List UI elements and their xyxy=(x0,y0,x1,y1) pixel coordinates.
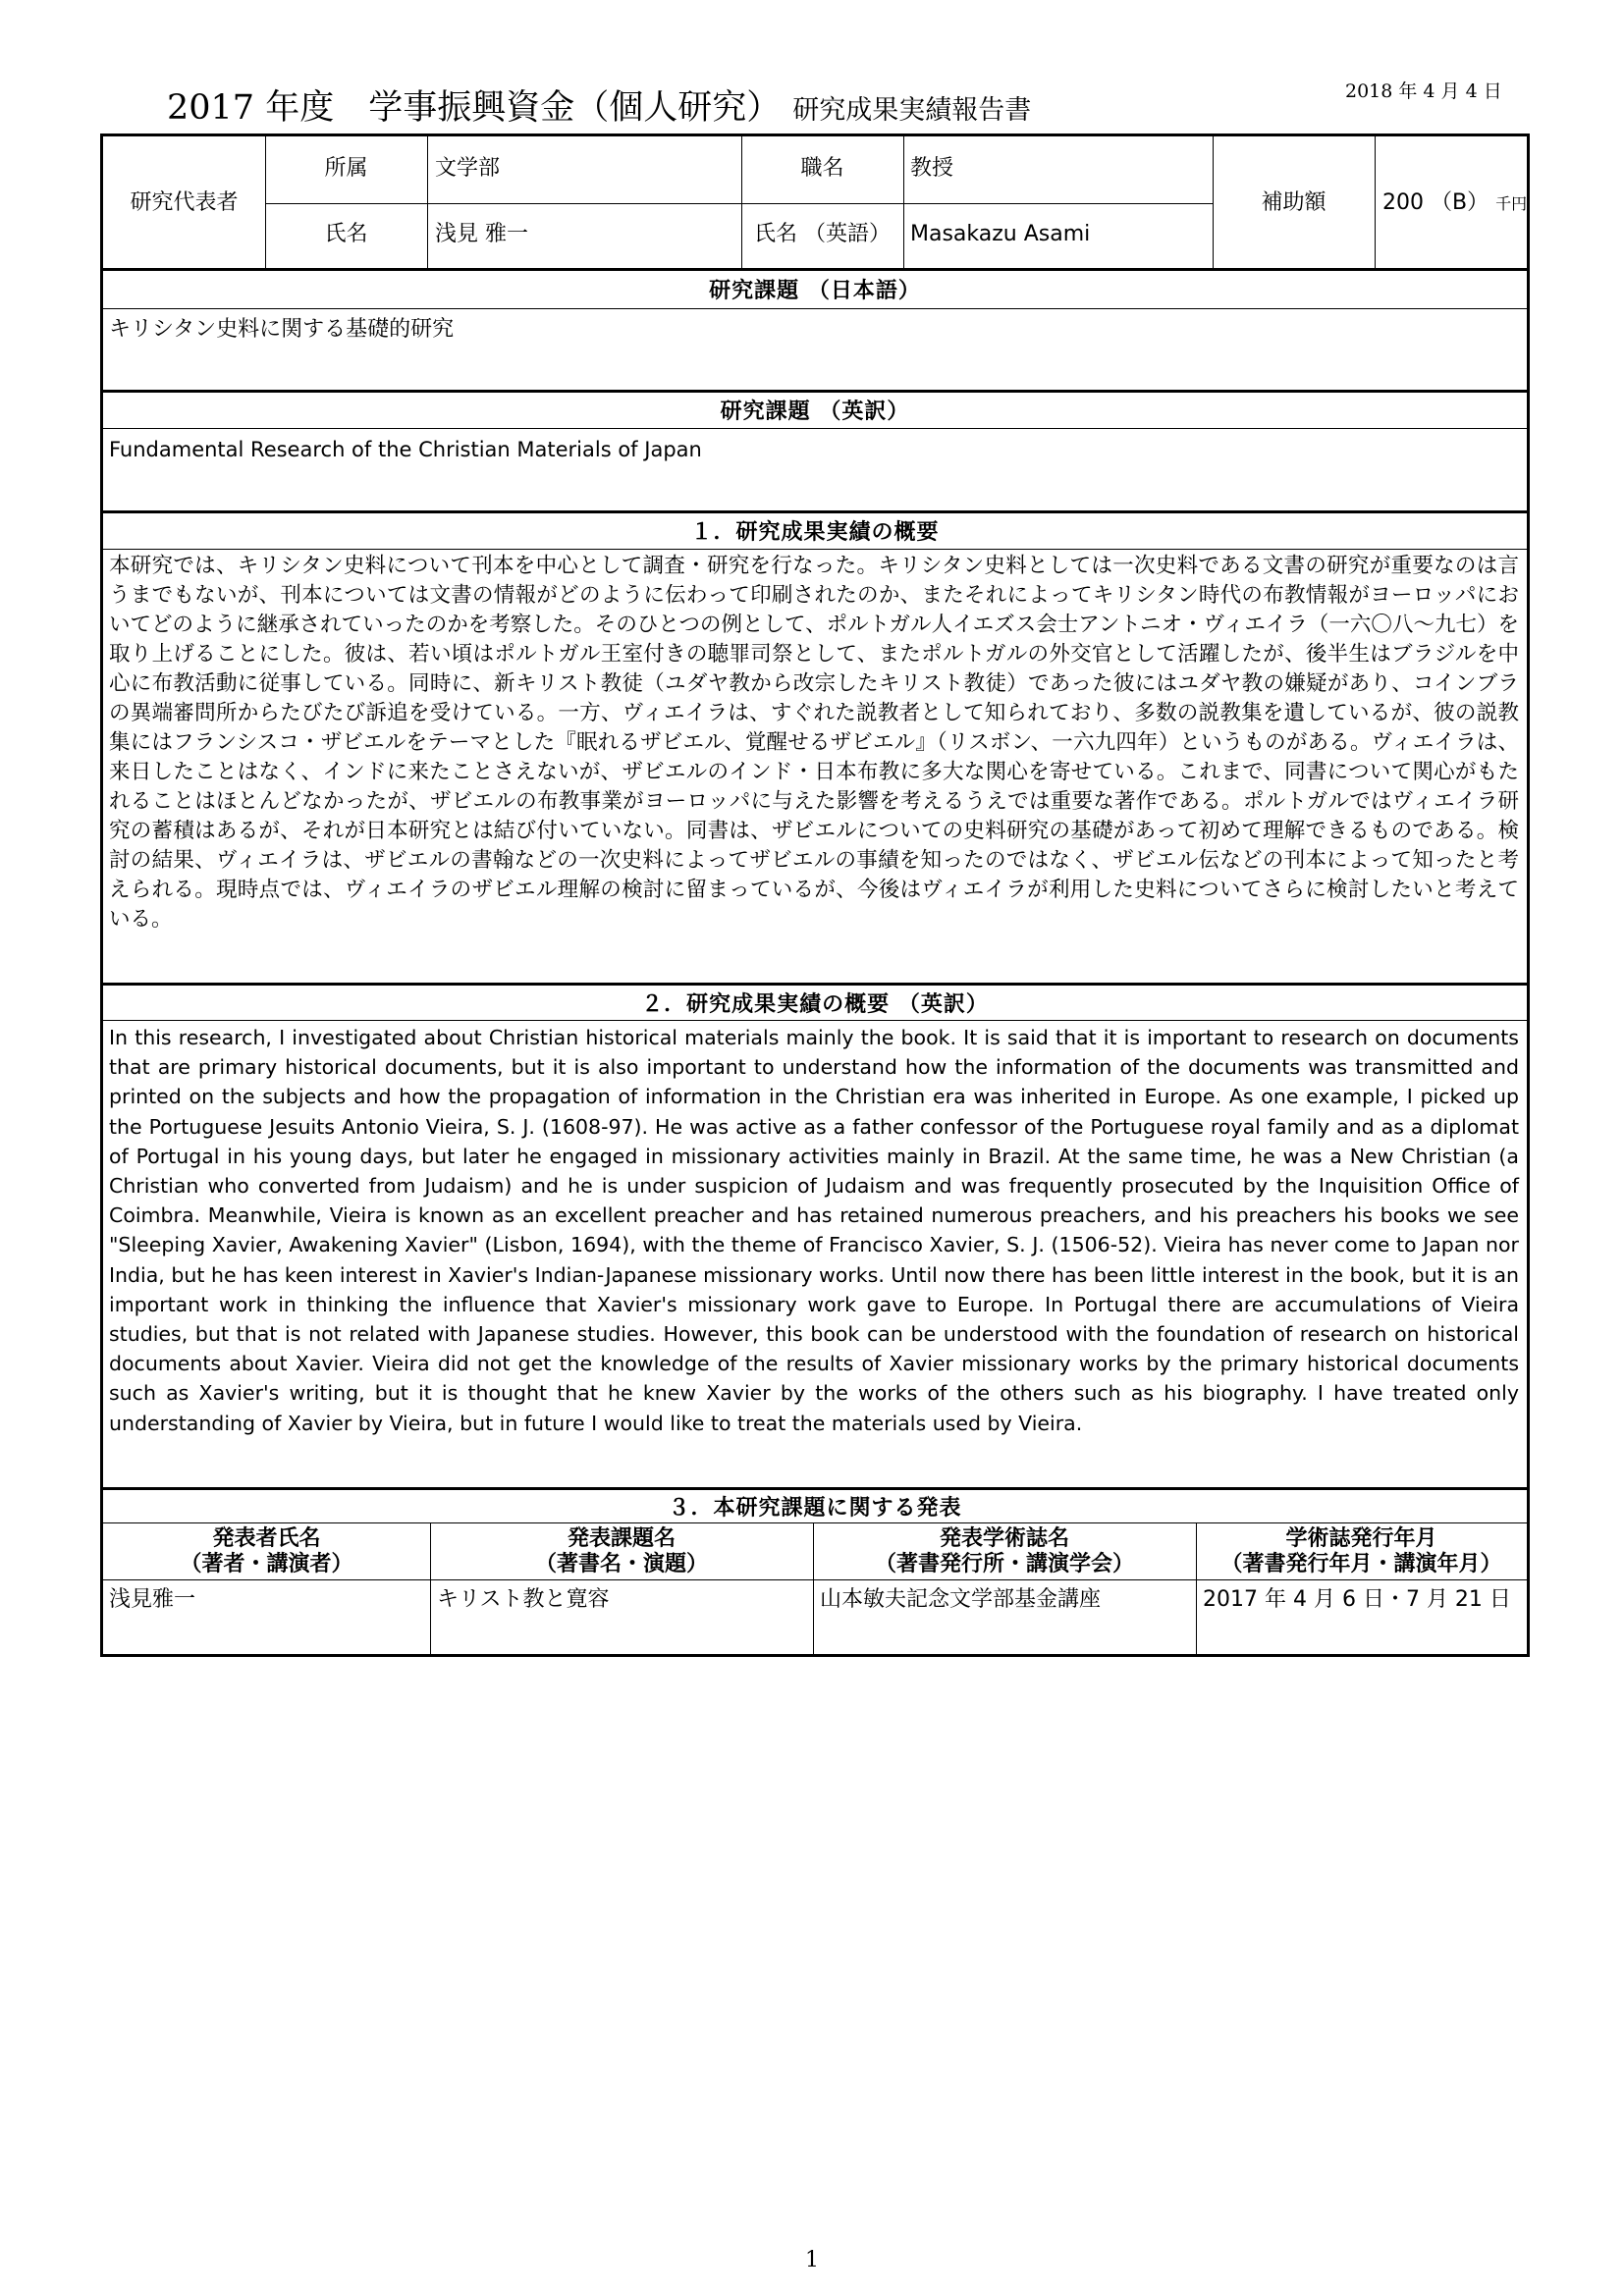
table-cell-title: キリスト教と寛容 xyxy=(437,1587,610,1612)
report-form xyxy=(100,133,1530,1657)
name-en-label: 氏名 （英語） xyxy=(754,222,891,246)
report-date: 2018 年 4 月 4 日 xyxy=(1345,80,1502,102)
position-value: 教授 xyxy=(910,156,954,181)
table-cell-journal: 山本敏夫記念文学部基金講座 xyxy=(820,1587,1102,1612)
report-title-main: 2017 年度 学事振興資金（個人研究） xyxy=(167,88,782,128)
theme-en-text: Fundamental Research of the Christian Materials of Japan xyxy=(109,438,702,461)
page-number: 1 xyxy=(805,2248,819,2272)
grant-unit: 千円 xyxy=(1495,194,1528,213)
summary-ja-heading: １．研究成果実績の概要 xyxy=(690,520,940,545)
grant-value: 200 （B） 千円 xyxy=(1382,190,1528,215)
affiliation-label: 所属 xyxy=(324,156,368,181)
affiliation-value: 文学部 xyxy=(435,156,501,181)
position-label: 職名 xyxy=(800,156,844,181)
report-title xyxy=(167,80,1031,130)
summary-en-heading: ２．研究成果実績の概要 （英訳） xyxy=(641,992,989,1017)
name-label: 氏名 xyxy=(324,222,368,246)
summary-ja-text: 本研究では、キリシタン史料について刊本を中心として調査・研究を行なった。キリシタン史料としては一次史料である文書の研究が重要なのは言うまでもないが、刊本については文書の情報がどのように伝わって印刷されたのか、またそれによってキリシタン時代の布教情報がヨーロッパにおいてどのように継承されていったのかを考察した。そのひとつの例として、ポルトガル人イエズス会士アントニオ・ヴィエイラ（一六〇八～九七）を取り上げることにした。彼は、若い頃はポルトガル王室付きの聴罪司祭として、またポルトガルの外交官として活躍したが、後半生はブラジルを中心に布教活動に従事している。同時に、新キリスト教徒（ユダヤ教から改宗したキリスト教徒）であった彼にはユダヤ教の嫌疑があり、コインブラの異端審問所からたびたび訴追を受けている。一方、ヴィエイラは、すぐれた説教者として知られており、多数の説教集を遺しているが、彼の説教集にはフランシスコ・ザビエルをテーマとした『眠れるザビエル、覚醒せるザビエル』（リスボン、一六九四年）というものがある。ヴィエイラは、来日したことはなく、インドに来たことさえないが、ザビエルのインド・日本布教に多大な関心を寄せている。これまで、同書について関心がもたれることはほとんどなかったが、ザビエルの布教事業がヨーロッパに与えた影響を考えるうえでは重要な著作である。ポルトガルではヴィエイラ研究の蓄積はあるが、それが日本研究とは結び付いていない。同書は、ザビエルについての史料研究の基礎があって初めて理解できるものである。検討の結果、ヴィエイラは、ザビエルの書翰などの一次史料によってザビエルの事績を知ったのではなく、ザビエル伝などの刊本によって知ったと考えられる。現時点では、ヴィエイラのザビエル理解の検討に留まっているが、今後はヴィエイラが利用した史料についてさらに検討したいと考えている。 xyxy=(109,554,1519,932)
col-head-presenter: 発表者氏名 （著者・講演者） xyxy=(180,1526,353,1576)
col-head-title: 発表課題名 （著書名・演題） xyxy=(534,1526,708,1576)
name-en-value: Masakazu Asami xyxy=(910,222,1091,246)
theme-en-heading: 研究課題 （英訳） xyxy=(720,400,910,424)
representative-label: 研究代表者 xyxy=(130,190,239,215)
theme-ja-text: キリシタン史料に関する基礎的研究 xyxy=(109,317,455,342)
col-head-date: 学術誌発行年月 （著書発行年月・講演年月） xyxy=(1220,1526,1502,1576)
table-cell-presenter: 浅見雅一 xyxy=(109,1587,196,1612)
summary-en-text: In this research, I investigated about Christian historical materials mainly the book. It is said that it is important to research on documents that are primary historical documents, but it is also important to understand how the information of the documents was transmitted and printed on the subjects and how the propagation of information in the Christian era was inherited in Europe. As one example, I picked up the Portuguese Jesuits Antonio Vieira, S. J. (1608-97). He was active as a father confessor of the Portuguese royal family and as a diplomat of Portugal in his young days, but later he engaged in missionary activities mainly in Brazil. At the same time, he was a New Christian (a Christian who converted from Judaism) and he is under suspicion of Judaism and was frequently prosecuted by the Inquisition Office of Coimbra. Meanwhile, Vieira is known as an excellent preacher and has retained numerous preachers, and his preachers his books we see "Sleeping Xavier, Awakening Xavier" (Lisbon, 1694), with the theme of Francisco Xavier, S. J. (1506-52). Vieira has never come to Japan nor India, but he has keen interest in Xavier's Indian-Japanese missionary works. Until now there has been little interest in the book, but it is an important work in thinking the influence that Xavier's missionary work gave to Europe. In Portugal there are accumulations of Vieira studies, but that is not related with Japanese studies. However, this book can be understood with the foundation of research on historical documents about Xavier. Vieira did not get the knowledge of the results of Xavier missionary works by the primary historical documents such as Xavier's writing, but it is thought that he knew Xavier by the works of the others such as his biography. I have treated only understanding of Xavier by Vieira, but in future I would like to treat the materials used by Vieira. xyxy=(109,1026,1519,1435)
report-title-sub: 研究成果実績報告書 xyxy=(792,95,1032,126)
table-cell-date: 2017 年 4 月 6 日・7 月 21 日 xyxy=(1203,1587,1511,1612)
theme-ja-heading: 研究課題 （日本語） xyxy=(709,279,921,303)
grant-label: 補助額 xyxy=(1261,190,1326,215)
col-head-journal: 発表学術誌名 （著書発行所・講演学会） xyxy=(874,1526,1134,1576)
presentations-heading: ３．本研究課題に関する発表 xyxy=(668,1496,962,1521)
name-value: 浅見 雅一 xyxy=(435,222,528,246)
